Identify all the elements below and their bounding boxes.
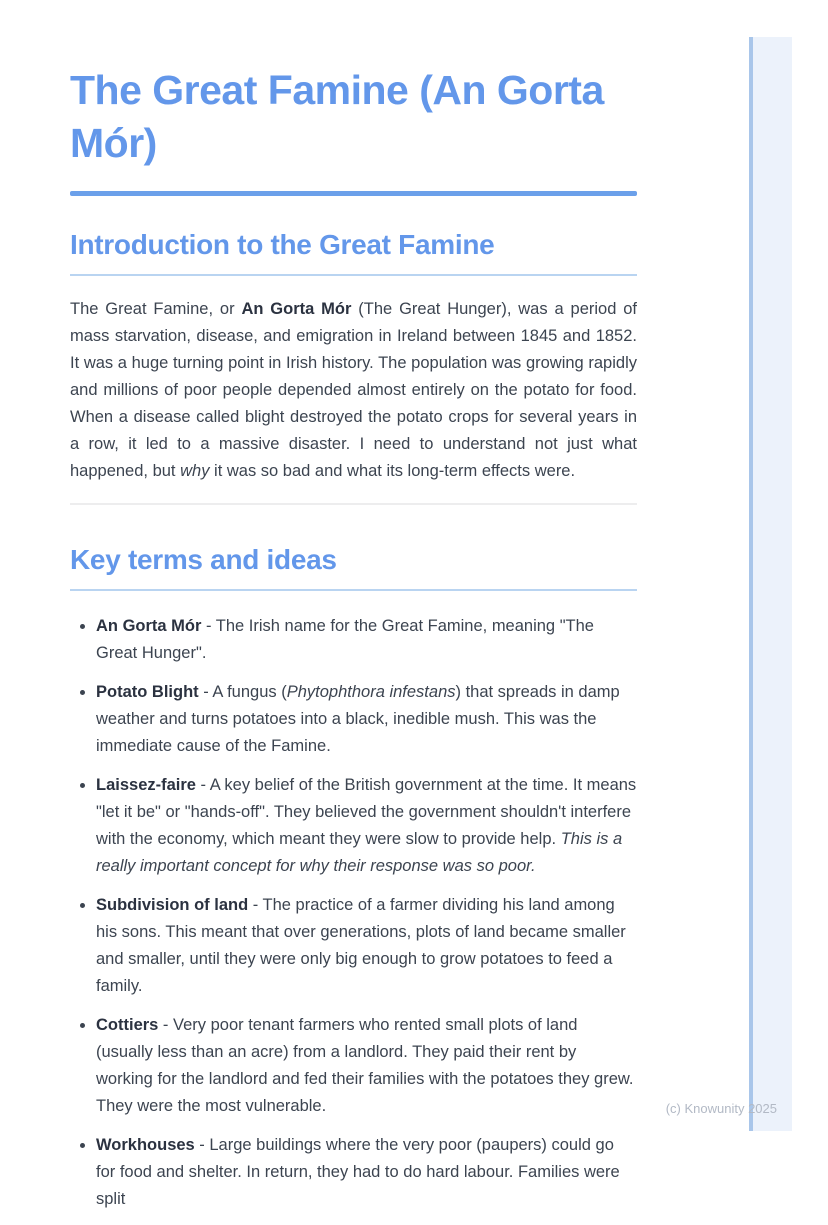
key-term-item: • Laissez-faire - A key belief of the British government at the time. It means "let it be" or "hands-off". They believed the government shouldn't interfere with the economy, which meant they were slow to provide help. This is a really important concept for why their response was so poor. xyxy=(96,772,637,880)
title-divider-rule xyxy=(70,191,637,196)
key-term-item: • Cottiers - Very poor tenant farmers who rented small plots of land (usually less than an acre) from a landlord. They paid their rent by working for the landlord and fed their families with the potatoes they grew. They were the most vulnerable. xyxy=(96,1012,637,1120)
document-content xyxy=(70,0,637,1225)
key-terms-heading: Key terms and ideas xyxy=(70,543,637,591)
key-term-item: • Potato Blight - A fungus (Phytophthora infestans) that spreads in damp weather and turns potatoes into a black, inedible mush. This was the immediate cause of the Famine. xyxy=(96,679,637,760)
key-term-item: • Subdivision of land - The practice of a farmer dividing his land among his sons. This meant that over generations, plots of land became smaller and smaller, until they were only big enough to grow potatoes to feed a family. xyxy=(96,892,637,1000)
page-edge-rail xyxy=(749,37,792,1131)
section-divider xyxy=(70,503,637,505)
copyright-footer: (c) Knowunity 2025 xyxy=(665,1101,777,1116)
page-title: The Great Famine (An Gorta Mór) xyxy=(70,67,604,166)
introduction-paragraph: The Great Famine, or An Gorta Mór (The Great Hunger), was a period of mass starvation, disease, and emigration in Ireland between 1845 and 1852. It was a huge turning point in Irish history. The population was growing rapidly and millions of poor people depended almost entirely on the potato for food. When a disease called blight destroyed the potato crops for several years in a row, it led to a massive disaster. I need to understand not just what happened, but why it was so bad and what its long-term effects were. xyxy=(70,300,638,480)
introduction-heading: Introduction to the Great Famine xyxy=(70,228,637,276)
key-term-item: • An Gorta Mór - The Irish name for the Great Famine, meaning "The Great Hunger". xyxy=(96,613,637,667)
section-introduction xyxy=(70,228,637,485)
section-key-terms xyxy=(70,543,637,1213)
key-term-item: • Workhouses - Large buildings where the very poor (paupers) could go for food and shelter. In return, they had to do hard labour. Families were split xyxy=(96,1132,637,1213)
key-terms-list xyxy=(70,613,637,1213)
